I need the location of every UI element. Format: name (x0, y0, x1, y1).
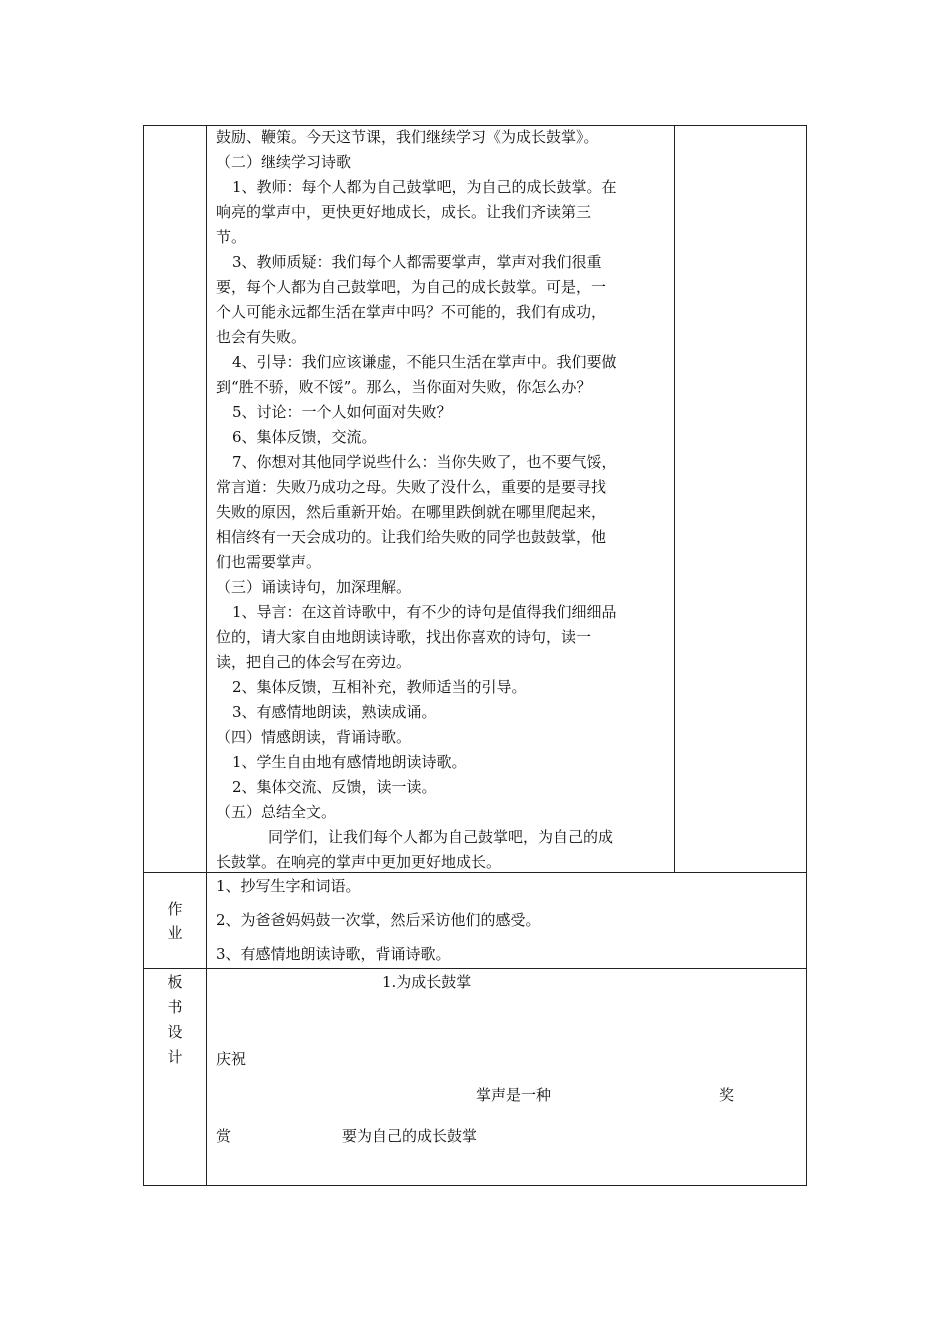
homework-label-char: 作 (167, 900, 183, 918)
table-border-right (806, 125, 807, 1186)
process-line: 响亮的掌声中，更快更好地成长，成长。让我们齐读第三 (216, 203, 592, 221)
process-line: 同学们，让我们每个人都为自己鼓掌吧，为自己的成 (268, 828, 614, 846)
process-line: 3、教师质疑：我们每个人都需要掌声，掌声对我们很重 (232, 253, 602, 271)
homework-item: 1、抄写生字和词语。 (216, 877, 361, 895)
process-line: 4、引导：我们应该谦虚，不能只生活在掌声中。我们要做 (232, 353, 617, 371)
label-column-divider (206, 125, 207, 1186)
process-line: 读，把自己的体会写在旁边。 (216, 653, 412, 671)
process-line: 要，每个人都为自己鼓掌吧，为自己的成长鼓掌。可是，一 (216, 278, 607, 296)
board-text-applause: 掌声是一种 (476, 1086, 552, 1104)
process-line: 节。 (216, 228, 247, 246)
board-text-celebrate: 庆祝 (216, 1050, 247, 1068)
table-border-left (143, 125, 144, 1186)
row-divider-board (143, 968, 807, 969)
process-heading: （四）情感朗读，背诵诗歌。 (216, 728, 412, 746)
notes-column-divider (674, 125, 675, 872)
board-label-char: 设 (167, 1023, 183, 1041)
process-line: 鼓励、鞭策。今天这节课，我们继续学习《为成长鼓掌》。 (216, 128, 599, 146)
process-line: 1、导言：在这首诗歌中，有不少的诗句是值得我们细细品 (232, 603, 617, 621)
homework-label-char: 业 (167, 924, 183, 942)
board-label-char: 书 (167, 998, 183, 1016)
process-line: 3、有感情地朗读，熟读成诵。 (232, 703, 437, 721)
board-text-reward-2: 赏 (216, 1127, 232, 1145)
process-line: 到“胜不骄，败不馁”。那么，当你面对失败，你怎么办？ (216, 378, 592, 396)
process-line: 1、教师：每个人都为自己鼓掌吧，为自己的成长鼓掌。在 (232, 178, 617, 196)
table-border-bottom (143, 1185, 807, 1186)
process-line: 常言道：失败乃成功之母。失败了没什么，重要的是要寻找 (216, 478, 607, 496)
process-line: 们也需要掌声。 (216, 553, 322, 571)
process-line: 2、集体反馈，互相补充，教师适当的引导。 (232, 678, 527, 696)
board-label-char: 计 (167, 1048, 183, 1066)
process-line: 1、学生自由地有感情地朗读诗歌。 (232, 753, 467, 771)
process-line: 5、讨论：一个人如何面对失败？ (232, 403, 452, 421)
process-line: 也会有失败。 (216, 328, 307, 346)
process-heading: （五）总结全文。 (216, 803, 337, 821)
process-line: 7、你想对其他同学说些什么：当你失败了，也不要气馁， (232, 453, 617, 471)
process-line: 失败的原因，然后重新开始。在哪里跌倒就在哪里爬起来， (216, 503, 607, 521)
board-title: 1.为成长鼓掌 (382, 973, 472, 991)
process-line: 相信终有一天会成功的。让我们给失败的同学也鼓鼓掌，他 (216, 528, 607, 546)
homework-item: 3、有感情地朗读诗歌，背诵诗歌。 (216, 945, 451, 963)
process-heading: （三）诵读诗句，加深理解。 (216, 578, 412, 596)
process-line: 长鼓掌。在响亮的掌声中更加更好地成长。 (216, 853, 502, 871)
process-line: 个人可能永远都生活在掌声中吗？不可能的，我们有成功， (216, 303, 607, 321)
board-label-char: 板 (167, 973, 183, 991)
process-heading: （二）继续学习诗歌 (216, 153, 352, 171)
process-line: 6、集体反馈，交流。 (232, 428, 377, 446)
board-text-clap: 要为自己的成长鼓掌 (342, 1127, 478, 1145)
process-line: 2、集体交流、反馈，读一读。 (232, 778, 437, 796)
board-text-reward-1: 奖 (719, 1086, 735, 1104)
homework-item: 2、为爸爸妈妈鼓一次掌，然后采访他们的感受。 (216, 911, 541, 929)
process-line: 位的，请大家自由地朗读诗歌，找出你喜欢的诗句，读一 (216, 628, 592, 646)
